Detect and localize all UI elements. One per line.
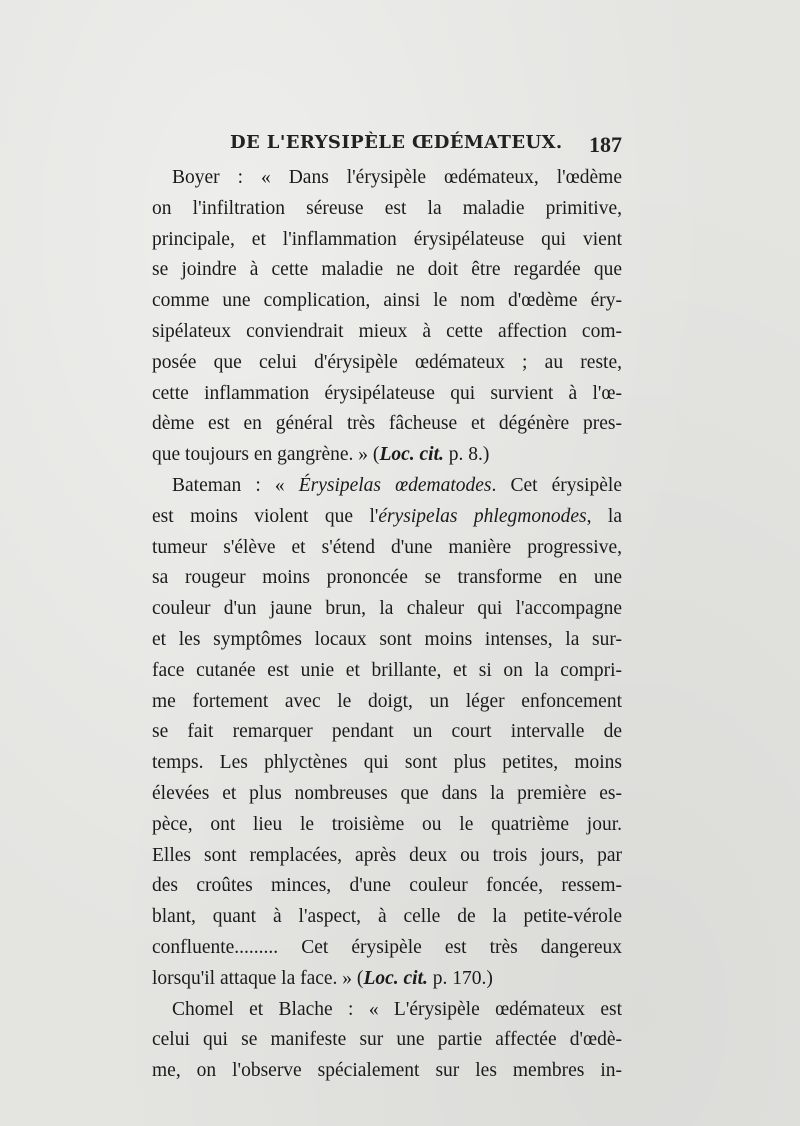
text-line: cette inflammation érysipélateuse qui survient à l'œ- bbox=[152, 382, 622, 404]
text-line: posée que celui d'érysipèle œdémateux ; au reste, bbox=[152, 351, 622, 373]
text-line: est moins violent que l'érysipelas phlegmonodes, la bbox=[152, 505, 622, 527]
page-number: 187 bbox=[589, 132, 622, 157]
text-line: Elles sont remplacées, après deux ou trois jours, par bbox=[152, 844, 622, 866]
text-line: pèce, ont lieu le troisième ou le quatrième jour. bbox=[152, 813, 622, 835]
citation: Loc. cit. bbox=[379, 444, 444, 466]
text-line: me fortement avec le doigt, un léger enfoncement bbox=[152, 690, 622, 712]
citation: Loc. cit. bbox=[363, 967, 428, 989]
text-line: on l'infiltration séreuse est la maladie primitive, bbox=[152, 197, 622, 219]
running-title: DE L'ERYSIPÈLE ŒDÉMATEUX. bbox=[230, 132, 563, 153]
text-line: élevées et plus nombreuses que dans la première es- bbox=[152, 782, 622, 804]
text-line: confluente......... Cet érysipèle est très dangereux bbox=[152, 936, 622, 958]
text-line: me, on l'observe spécialement sur les membres in- bbox=[152, 1060, 622, 1082]
text-line: comme une complication, ainsi le nom d'œdème éry- bbox=[152, 290, 622, 312]
text-line: face cutanée est unie et brillante, et si on la compri- bbox=[152, 659, 622, 681]
text-line: que toujours en gangrène. » (Loc. cit. p. 8.) bbox=[152, 444, 490, 466]
text-line: celui qui se manifeste sur une partie affectée d'œdè- bbox=[152, 1029, 622, 1051]
text-line: et les symptômes locaux sont moins intenses, la sur- bbox=[152, 628, 622, 650]
text-line: principale, et l'inflammation érysipélateuse qui vient bbox=[152, 228, 622, 250]
body-text bbox=[152, 163, 622, 1087]
text-line: temps. Les phlyctènes qui sont plus petites, moins bbox=[152, 752, 622, 774]
text-line: se joindre à cette maladie ne doit être regardée que bbox=[152, 259, 622, 281]
text-line: sa rougeur moins prononcée se transforme en une bbox=[152, 567, 622, 589]
latin-term: Érysipelas œdematodes bbox=[298, 474, 492, 496]
text-line: sipélateux conviendrait mieux à cette affection com- bbox=[152, 320, 622, 342]
text-line: Boyer : « Dans l'érysipèle œdémateux, l'œdème bbox=[172, 167, 622, 188]
text-line: Bateman : « Érysipelas œdematodes. Cet érysipèle bbox=[172, 474, 622, 496]
page-header bbox=[150, 128, 622, 164]
text-line: dème est en général très fâcheuse et dégénère pres- bbox=[152, 413, 622, 435]
text-line: Chomel et Blache : « L'érysipèle œdémateux est bbox=[172, 998, 622, 1020]
text-line: lorsqu'il attaque la face. » (Loc. cit. p. 170.) bbox=[152, 967, 493, 989]
text-line: des croûtes minces, d'une couleur foncée, ressem- bbox=[152, 875, 622, 897]
text-line: se fait remarquer pendant un court intervalle de bbox=[152, 721, 622, 743]
text-line: couleur d'un jaune brun, la chaleur qui l'accompagne bbox=[152, 598, 622, 620]
latin-term: érysipelas phlegmonodes bbox=[378, 505, 587, 527]
text-line: blant, quant à l'aspect, à celle de la petite-vérole bbox=[152, 906, 622, 928]
text-line: tumeur s'élève et s'étend d'une manière progressive, bbox=[152, 536, 622, 558]
